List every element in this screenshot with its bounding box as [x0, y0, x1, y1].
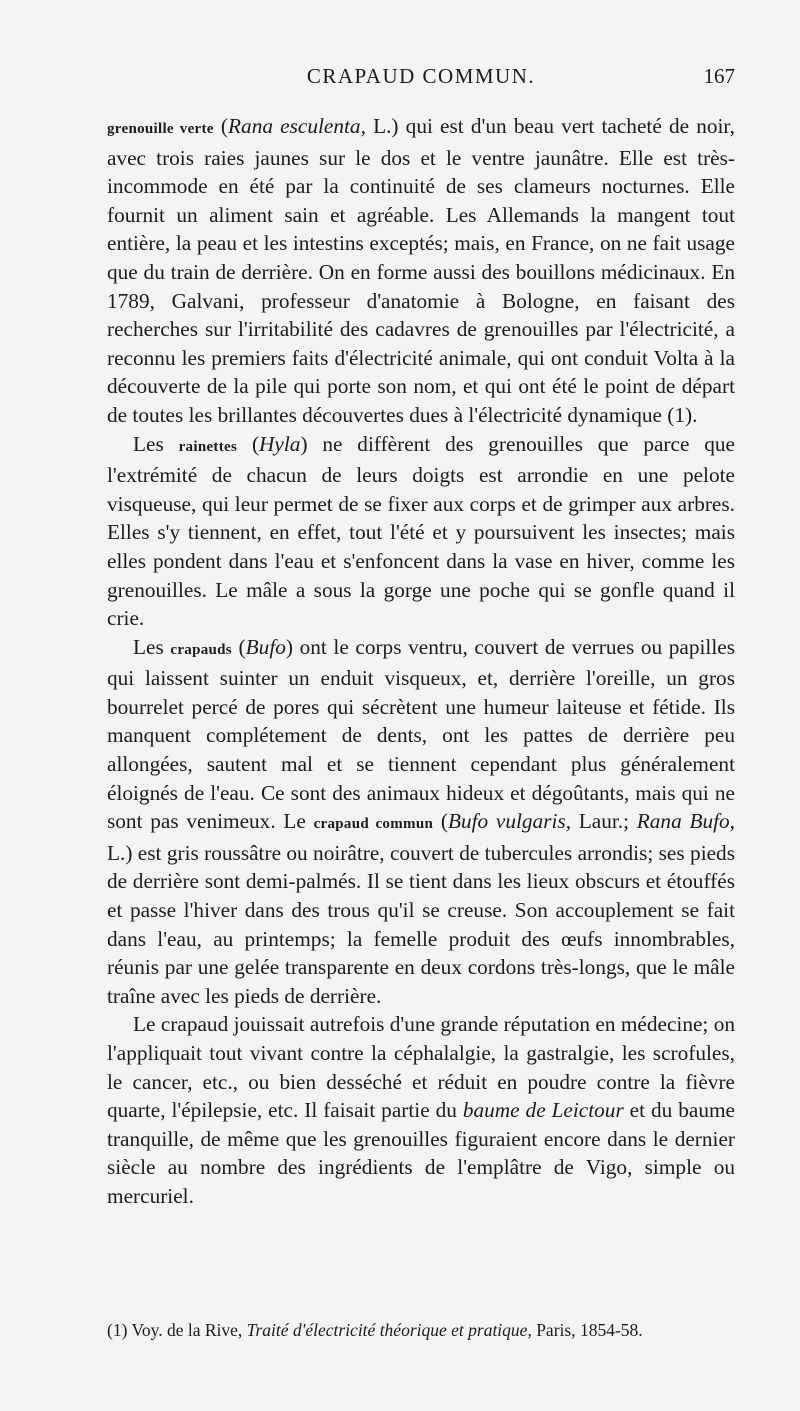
footnote — [107, 1318, 747, 1342]
term-crapaud-commun: crapaud commun — [313, 816, 434, 833]
latin-name: Rana esculenta, — [228, 114, 366, 138]
paragraph-crapauds — [107, 633, 735, 1011]
term-rainettes: rainettes — [178, 438, 238, 455]
paragraph-text: ) ne diffèrent des grenouilles que parce que l'extrémité de chacun de leurs doigts est arrondie en une pelote visqueuse, qui leur permet de se fixer aux corps et de grimper aux arbres. Elles s'y tiennent, en effet, tout l'été et y poursuivent les insectes; mais elles pondent dans l'eau et s'enfoncent dans la vase en hiver, comme les grenouilles. Le mâle a sous la gorge une poche qui se gonfle quand il crie. — [107, 431, 736, 631]
paragraph-grenouille-verte — [107, 112, 735, 430]
body-text — [107, 112, 735, 1211]
authority-text: Laur.; — [571, 809, 637, 834]
footnote-text: (1) Voy. de la Rive, — [107, 1320, 247, 1340]
paragraph-lead: Les — [133, 431, 179, 456]
footnote-title: Traité d'électricité théorique et pratique, — [246, 1320, 532, 1340]
paragraph-text: L.) est gris roussâtre ou noirâtre, couvert de tubercules arrondis; ses pieds de derrière sont demi-palmés. Il se tient dans les lieux obscurs et étouffés et passe l'hiver dans des trous qu'il se creuse. Son accouplement se fait dans l'eau, au printemps; la femelle produit des œufs innombrables, réunis par une gelée transparente en deux cordons très-longs, que le mâle traîne avec les pieds de derrière. — [107, 840, 735, 1008]
latin-name: Bufo vulgaris, — [447, 809, 572, 834]
latin-name: Rana Bufo, — [636, 809, 735, 834]
term-grenouille-verte: grenouille verte — [107, 121, 214, 137]
paragraph-rainettes — [107, 430, 735, 633]
term-crapauds: crapauds — [170, 641, 232, 658]
running-title: CRAPAUD COMMUN. — [306, 64, 536, 88]
paragraph-text: et du baume tranquille, de même que les grenouilles figuraient encore dans le dernier siècle au nombre des ingrédients de l'emplâtre de Vigo, simple ou mercuriel. — [107, 1098, 735, 1208]
paren-open: ( — [231, 634, 246, 659]
italic-baume-de-leictour: baume de Leictour — [462, 1098, 624, 1123]
paragraph-text: ) ont le corps ventru, couvert de verrues ou papilles qui laissent suinter un enduit visqueux, et, derrière l'oreille, un gros bourrelet percé de pores qui sécrètent une humeur laiteuse et fétide. Ils manquent complétement de dents, ont les pattes de derrière peu allongées, sautent mal et se tiennent cependant plus généralement éloignés de l'eau. Ce sont des animaux hideux et dégoûtants, mais qui ne sont pas venimeux. Le — [107, 634, 735, 834]
paren-open: ( — [237, 431, 260, 456]
paragraph-text: Le crapaud jouissait autrefois d'une grande réputation en médecine; on l'appliquait tout vivant contre la céphalalgie, la gastralgie, les scrofules, le cancer, etc., ou bien desséché et réduit en poudre contre la fièvre quarte, l'épilepsie, etc. Il faisait partie du — [107, 1012, 735, 1123]
paragraph-lead: Les — [133, 634, 171, 659]
paren-open: ( — [433, 809, 448, 834]
paren-open: ( — [213, 114, 229, 138]
footnote-text: Paris, 1854-58. — [531, 1320, 643, 1340]
page-header — [107, 64, 735, 94]
latin-name: Hyla — [259, 431, 301, 456]
page-number: 167 — [703, 64, 735, 88]
paragraph-medecine — [107, 1010, 735, 1210]
paragraph-text: L.) qui est d'un beau vert tacheté de noir, avec trois raies jaunes sur le dos et le ventre jaunâtre. Elle est très-incommode en été par la continuité de ses clameurs nocturnes. Elle fournit un aliment sain et agréable. Les Allemands la mangent tout entière, la peau et les intestins exceptés; mais, en France, on ne fait usage que du train de derrière. On en forme aussi des bouillons médicinaux. En 1789, Galvani, professeur d'anatomie à Bologne, en faisant des recherches sur l'irritabilité des cadavres de grenouilles par l'électricité, a reconnu les premiers faits d'électricité animale, qui ont conduit Volta à la découverte de la pile qui porte son nom, et qui ont été le point de départ de toutes les brillantes découvertes dues à l'électricité dynamique (1). — [107, 114, 735, 427]
latin-name: Bufo — [245, 634, 286, 659]
